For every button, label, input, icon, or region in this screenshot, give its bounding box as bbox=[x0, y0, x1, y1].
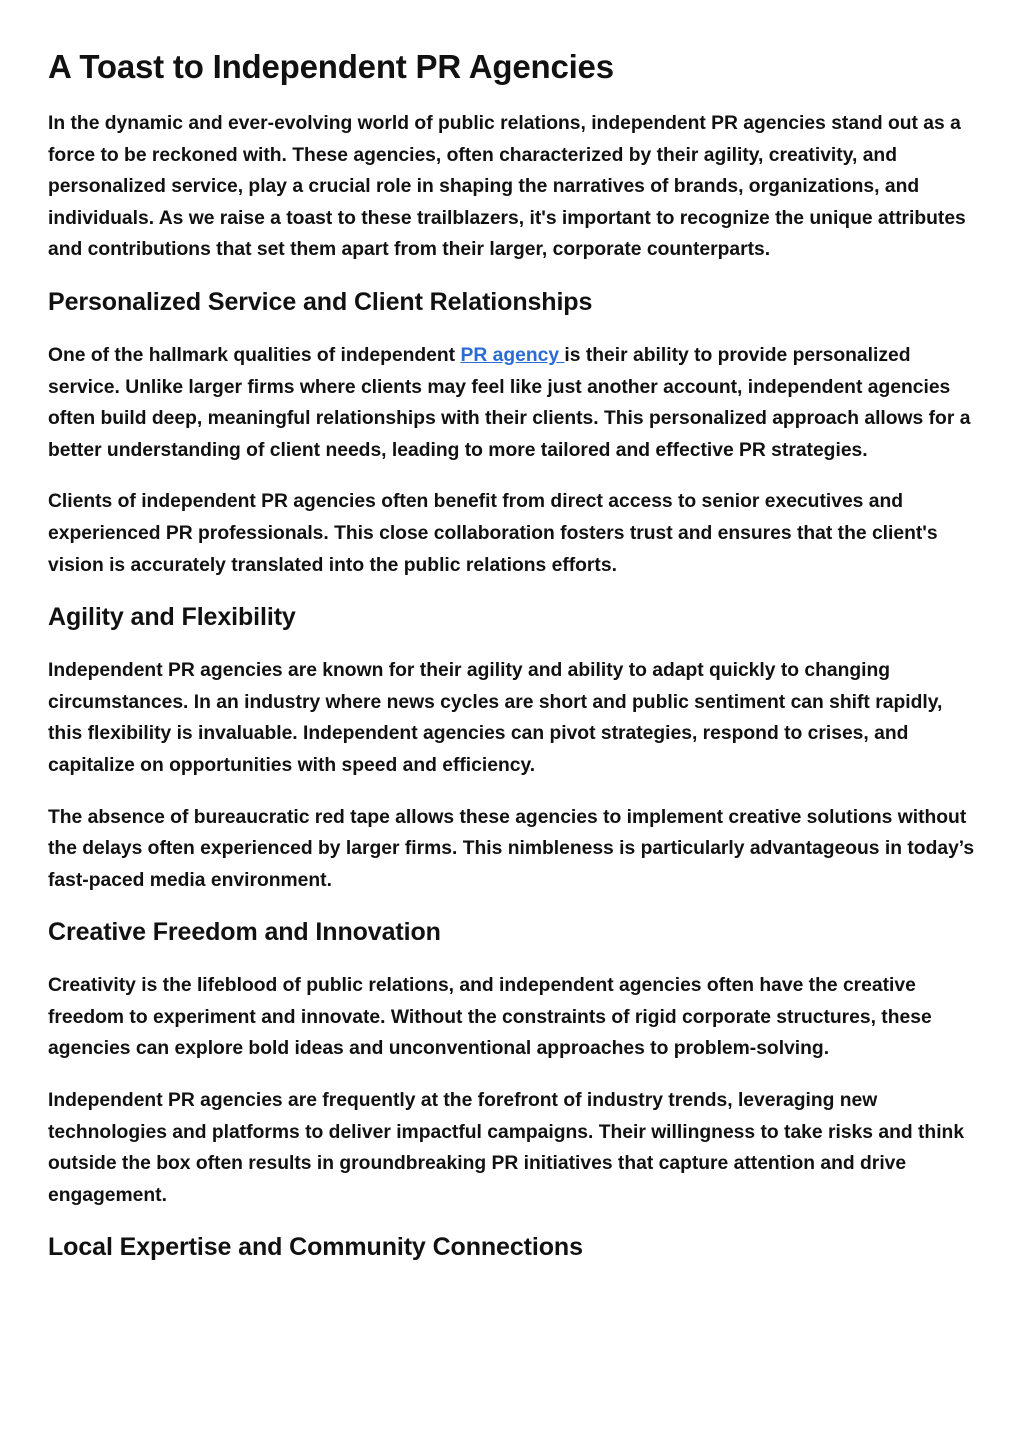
section-paragraph: Creativity is the lifeblood of public relations, and independent agencies often have the creative freedom to experiment and innovate. Without the constraints of rigid corporate structures, these agencies can explore bold ideas and unconventional approaches to problem-solving. bbox=[48, 975, 932, 1060]
intro-paragraph: In the dynamic and ever-evolving world of public relations, independent PR agencies stand out as a force to be reckoned with. These agencies, often characterized by their agility, creativity, and personalized service, play a crucial role in shaping the narratives of brands, organizations, and individuals. As we raise a toast to these trailblazers, it's important to recognize the unique attributes and contributions that set them apart from their larger, corporate counterparts. bbox=[48, 113, 966, 261]
page-title: A Toast to Independent PR Agencies bbox=[48, 48, 614, 85]
section-heading: Personalized Service and Client Relationships bbox=[48, 287, 593, 316]
section-local-expertise bbox=[48, 1231, 976, 1263]
section-agility bbox=[48, 601, 976, 896]
paragraph-text: is their ability to provide personalized service. Unlike larger firms where clients may feel like just another account, independent agencies often build deep, meaningful relationships with their clients. This personalized approach allows for a better understanding of client needs, leading to more tailored and effective PR strategies. bbox=[48, 344, 971, 461]
section-paragraph bbox=[48, 340, 976, 466]
section-creative-freedom bbox=[48, 916, 976, 1211]
section-paragraph: Clients of independent PR agencies often benefit from direct access to senior executives and experienced PR professionals. This close collaboration fosters trust and ensures that the client's vision is accurately translated into the public relations efforts. bbox=[48, 491, 938, 576]
paragraph-text: One of the hallmark qualities of independent bbox=[48, 344, 461, 366]
section-heading: Creative Freedom and Innovation bbox=[48, 918, 441, 947]
section-personalized-service bbox=[48, 286, 976, 581]
section-heading: Local Expertise and Community Connections bbox=[48, 1233, 583, 1262]
section-paragraph: Independent PR agencies are frequently at the forefront of industry trends, leveraging new technologies and platforms to deliver impactful campaigns. Their willingness to take risks and think outside the box often results in groundbreaking PR initiatives that capture attention and drive engagement. bbox=[48, 1090, 965, 1206]
section-paragraph: Independent PR agencies are known for their agility and ability to adapt quickly to changing circumstances. In an industry where news cycles are short and public sentiment can shift rapidly, this flexibility is invaluable. Independent agencies can pivot strategies, respond to crises, and capitalize on opportunities with speed and efficiency. bbox=[48, 660, 943, 776]
section-paragraph: The absence of bureaucratic red tape allows these agencies to implement creative solutions without the delays often experienced by larger firms. This nimbleness is particularly advantageous in today’s fast-paced media environment. bbox=[48, 806, 975, 891]
pr-agency-link[interactable]: PR agency bbox=[460, 344, 565, 366]
section-heading: Agility and Flexibility bbox=[48, 603, 296, 632]
